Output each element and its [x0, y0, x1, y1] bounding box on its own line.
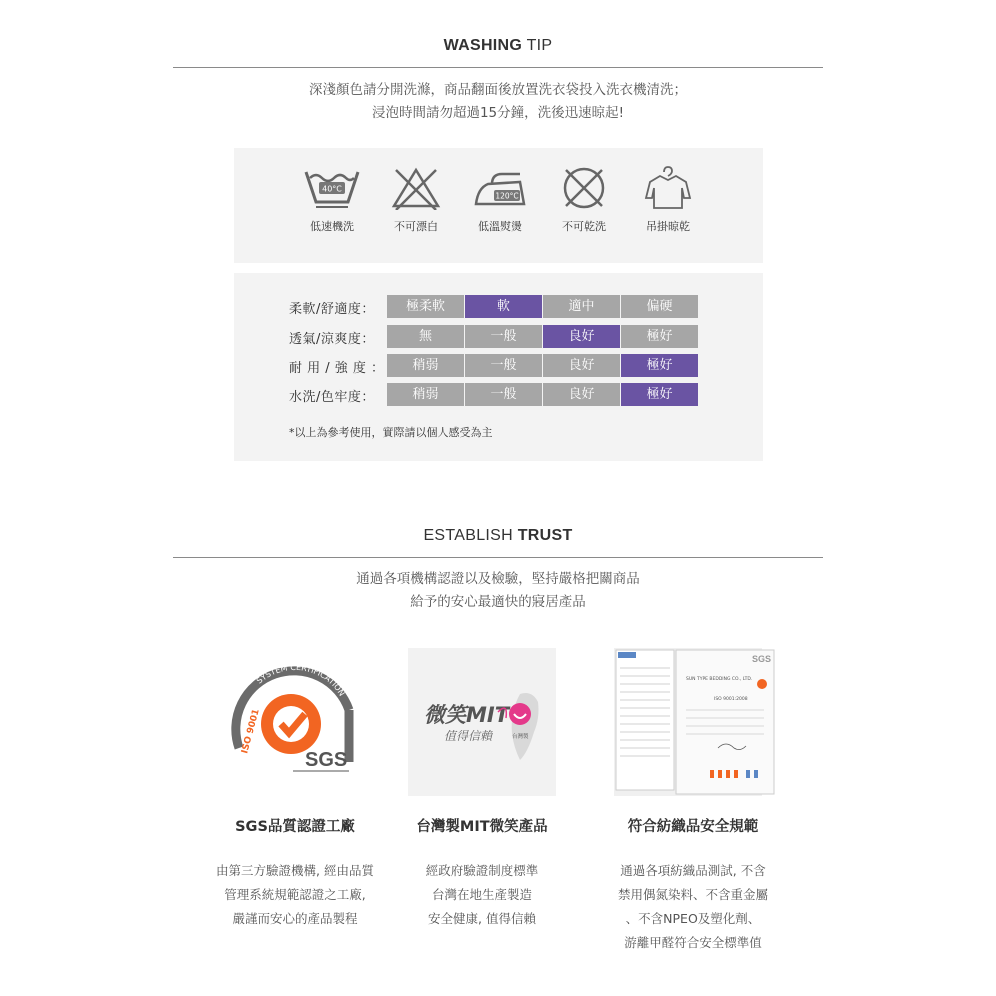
iron-120c-icon: [470, 166, 530, 210]
rating-cell: 稍弱: [387, 383, 464, 406]
rating-cell: 一般: [465, 354, 542, 377]
rating-cell: 一般: [465, 383, 542, 406]
divider: [173, 67, 823, 68]
card-title-textile: 符合紡織品安全規範: [627, 819, 759, 835]
rating-cell: 偏硬: [621, 295, 698, 318]
wash-40c-icon: [302, 166, 362, 210]
care-item-hang: [618, 166, 718, 234]
rating-cell-selected: 良好: [543, 325, 620, 348]
svg-text:SGS: SGS: [305, 749, 348, 771]
care-label: 不可乾洗: [562, 220, 606, 233]
care-label: 不可漂白: [394, 220, 438, 233]
svg-text:SYSTEM CERTIFICATION: SYSTEM CERTIFICATION: [254, 662, 347, 698]
svg-text:台灣製: 台灣製: [512, 734, 529, 740]
svg-text:ISO 9001: ISO 9001: [240, 708, 262, 755]
rating-cell-selected: 極好: [621, 383, 698, 406]
card-title-mit: 台灣製MIT微笑產品: [416, 819, 548, 835]
rating-label: 柔軟/舒適度：: [289, 302, 375, 317]
rating-cell: 良好: [543, 383, 620, 406]
no-bleach-icon: [386, 166, 446, 210]
rating-cell: 無: [387, 325, 464, 348]
svg-text:40°C: 40°C: [322, 184, 342, 194]
mit-smile-logo: [408, 648, 556, 796]
rating-cell: 一般: [465, 325, 542, 348]
care-label: 低溫熨燙: [478, 220, 522, 233]
establish-trust-title: ESTABLISH TRUST: [423, 527, 573, 544]
rating-label: 耐 用 / 強 度 ：: [289, 361, 385, 376]
hang-dry-icon: [638, 166, 698, 210]
rating-cell: 稍弱: [387, 354, 464, 377]
sgs-certificate-image: [614, 648, 772, 796]
care-label: 低速機洗: [310, 220, 354, 233]
svg-text:值得信賴: 值得信賴: [444, 729, 493, 743]
rating-cell: 極好: [621, 325, 698, 348]
trust-intro: 通過各項機構認證以及檢驗，堅持嚴格把關商品 給予的安心最適快的寢居產品: [356, 571, 640, 610]
card-desc-mit: 經政府驗證制度標準 台灣在地生產製造 安全健康, 值得信賴: [425, 863, 539, 926]
svg-text:ISO 9001:2008: ISO 9001:2008: [714, 697, 748, 702]
card-desc-textile: 通過各項紡織品測試, 不含 禁用偶氮染料、不含重金屬 、不含NPEO及塑化劑、 游離甲醛符合安全標準值: [617, 863, 768, 950]
care-label: 吊掛晾乾: [646, 220, 690, 233]
ratings-note: *以上為參考使用，實際請以個人感受為主: [289, 426, 493, 439]
rating-cell: 極柔軟: [387, 295, 464, 318]
sgs-certification-logo: [221, 648, 369, 796]
rating-label: 透氣/涼爽度：: [289, 332, 375, 347]
rating-cell-selected: 軟: [465, 295, 542, 318]
no-dry-clean-icon: [554, 166, 614, 210]
washing-tip-title: WASHING TIP: [443, 37, 553, 54]
svg-text:SUN TYPE BEDDING CO., LTD.: SUN TYPE BEDDING CO., LTD.: [686, 677, 753, 682]
rating-label: 水洗/色牢度：: [289, 390, 375, 405]
rating-cell-selected: 極好: [621, 354, 698, 377]
washing-intro: 深淺顏色請分開洗滌，商品翻面後放置洗衣袋投入洗衣機清洗； 浸泡時間請勿超過15分鐘，洗後迅速晾起!: [309, 82, 687, 121]
divider: [173, 557, 823, 558]
svg-text:微笑MIT: 微笑MIT: [424, 703, 510, 727]
svg-text:120°C: 120°C: [495, 191, 519, 201]
card-title-sgs: SGS品質認證工廠: [235, 819, 355, 835]
rating-cell: 適中: [543, 295, 620, 318]
rating-cell: 良好: [543, 354, 620, 377]
svg-text:SGS: SGS: [752, 654, 772, 664]
card-desc-sgs: 由第三方驗證機構, 經由品質 管理系統規範認證之工廠, 嚴謹而安心的產品製程: [216, 863, 374, 926]
